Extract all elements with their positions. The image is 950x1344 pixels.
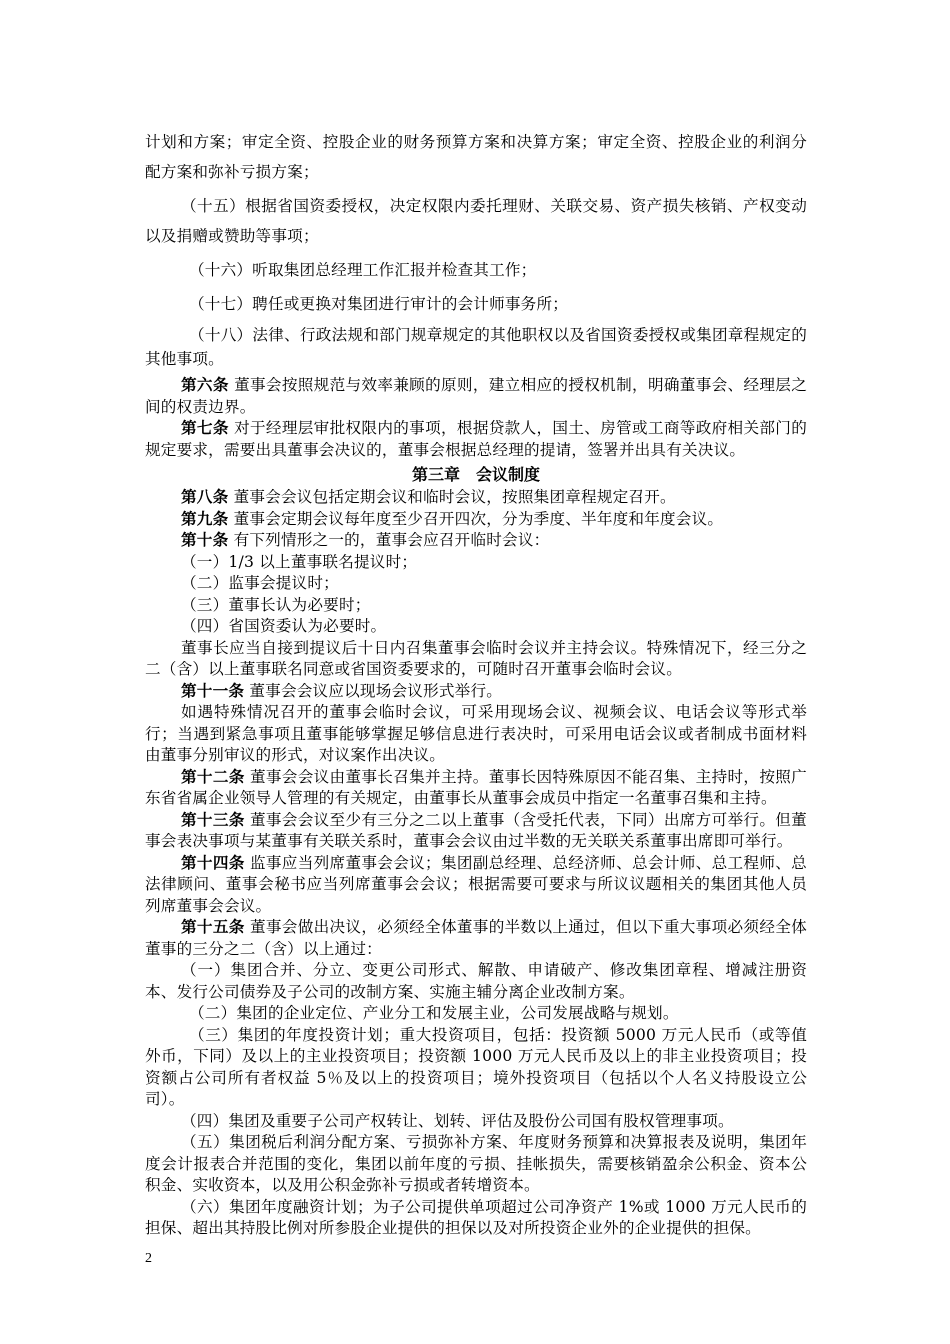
article-number: 第十三条 [181,810,245,829]
article-number: 第十二条 [181,767,245,786]
article-paragraph [145,767,807,810]
chapter-heading: 第三章 会议制度 [411,465,540,484]
article-text: 监事应当列席董事会会议；集团副总经理、总经济师、总会计师、总工程师、总法律顾问、董事会秘书应当列席董事会会议；根据需要可要求与所议议题相关的集团其他人员列席董事会会议。 [145,853,807,915]
article-text: 董事会定期会议每年度至少召开四次，分为季度、半年度和年度会议。 [233,509,724,528]
article-number: 第十一条 [181,681,245,700]
list-item: （五）集团税后利润分配方案、亏损弥补方案、年度财务预算和决算报表及说明，集团年度会计报表合并范围的变化，集团以前年度的亏损、挂帐损失，需要核销盈余公积金、资本公积金、实收资本，以及用公积金弥补亏损或者转增资本。 [145,1133,807,1194]
list-item: （二）监事会提议时； [181,574,339,592]
article-text: 董事会会议由董事长召集并主持。董事长因特殊原因不能召集、主持时，按照广东省省属企业领导人管理的有关规定，由董事长从董事会成员中指定一名董事召集和主持。 [145,767,807,807]
article-number: 第六条 [181,376,229,394]
list-item: （三）董事长认为必要时； [181,595,371,614]
paragraph: （十六）听取集团总经理工作汇报并检查其工作； [189,261,537,279]
paragraph: 董事长应当自接到提议后十日内召集董事会临时会议并主持会议。特殊情况下，经三分之二（含）以上董事联名同意或省国资委要求的，可随时召开董事会临时会议。 [145,638,807,678]
paragraph: 如遇特殊情况召开的董事会临时会议，可采用现场会议、视频会议、电话会议等形式举行；当遇到紧急事项且董事能够掌握足够信息进行表决时，可采用电话会议或者制成书面材料由董事分别审议的形式，对议案作出决议。 [145,703,807,764]
list-item: （四）集团及重要子公司产权转让、划转、评估及股份公司国有股权管理事项。 [181,1111,734,1130]
list-item: （三）集团的年度投资计划；重大投资项目，包括：投资额 5000 万元人民币（或等值外币，下同）及以上的主业投资项目；投资额 1000 万元人民币及以上的非主业投资项目；投资额占公司所有者权益 5％及以上的投资项目；境外投资项目（包括以个人名义持股设立公司）。 [145,1025,807,1108]
list-item: （四）省国资委认为必要时。 [181,617,387,635]
article-paragraph [145,509,807,531]
article-paragraph [145,681,807,703]
article-text: 董事会按照规范与效率兼顾的原则，建立相应的授权机制，明确董事会、经理层之间的权责边界。 [145,376,807,416]
paragraph: 计划和方案；审定全资、控股企业的财务预算方案和决算方案；审定全资、控股企业的利润分配方案和弥补亏损方案； [145,133,807,181]
document-body [145,127,807,1240]
article-number: 第八条 [181,488,229,506]
article-paragraph [145,530,807,552]
article-paragraph [145,917,807,960]
article-text: 对于经理层审批权限内的事项，根据贷款人，国土、房管或工商等政府相关部门的规定要求，需要出具董事会决议的，董事会根据总经理的提请，签署并出具有关决议。 [145,419,807,459]
article-paragraph [145,810,807,853]
article-number: 第十四条 [181,853,245,872]
article-paragraph [145,418,807,461]
article-paragraph [145,487,807,509]
paragraph: （十八）法律、行政法规和部门规章规定的其他职权以及省国资委授权或集团章程规定的其他事项。 [145,326,807,368]
article-number: 第十五条 [181,918,245,936]
list-item: （二）集团的企业定位、产业分工和发展主业，公司发展战略与规划。 [189,1004,679,1022]
article-paragraph [145,853,807,918]
paragraph: （十七）聘任或更换对集团进行审计的会计师事务所； [189,295,569,313]
article-text: 有下列情形之一的，董事会应召开临时会议： [233,531,550,549]
article-paragraph [145,375,807,418]
page-number: 2 [145,1251,152,1266]
article-number: 第十条 [181,531,229,549]
article-number: 第九条 [181,509,229,528]
article-text: 董事会会议包括定期会议和临时会议，按照集团章程规定召开。 [233,488,676,506]
article-text: 董事会会议应以现场会议形式举行。 [249,681,503,700]
list-item: （一）集团合并、分立、变更公司形式、解散、申请破产、修改集团章程、增减注册资本、发行公司债券及子公司的改制方案、实施主辅分离企业改制方案。 [145,961,807,1001]
list-item: （六）集团年度融资计划；为子公司提供单项超过公司净资产 1%或 1000 万元人民币的担保、超出其持股比例对所参股企业提供的担保以及对所投资企业外的企业提供的担保。 [145,1197,807,1237]
article-number: 第七条 [181,419,229,437]
list-item: （一）1/3 以上董事联名提议时； [181,552,418,571]
article-text: 董事会会议至少有三分之二以上董事（含受托代表，下同）出席方可举行。但董事会表决事项与某董事有关联关系时，董事会会议由过半数的无关联关系董事出席即可举行。 [145,810,807,850]
article-text: 董事会做出决议，必须经全体董事的半数以上通过，但以下重大事项必须经全体董事的三分之二（含）以上通过： [145,918,807,958]
paragraph: （十五）根据省国资委授权，决定权限内委托理财、关联交易、资产损失核销、产权变动以及捐赠或赞助等事项； [145,197,807,245]
